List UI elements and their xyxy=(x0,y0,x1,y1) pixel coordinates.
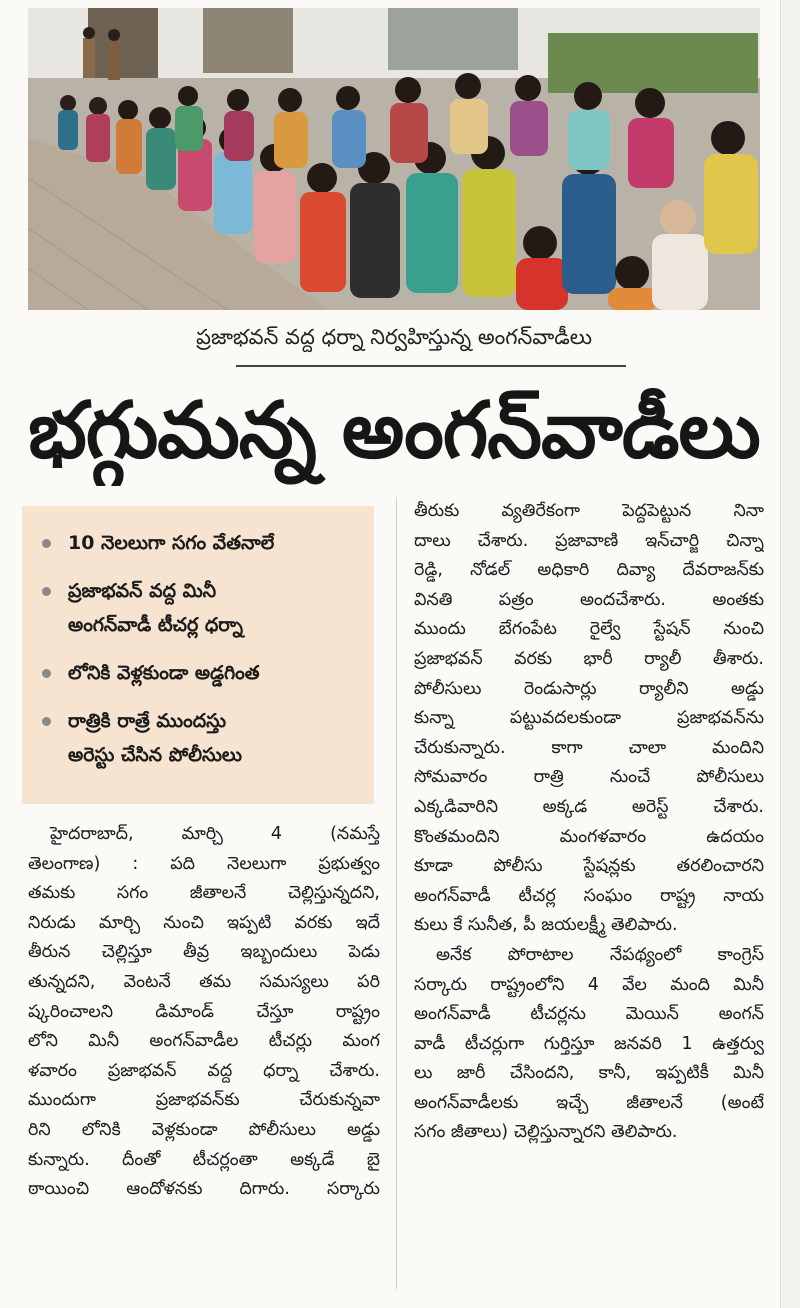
body-line: పోలీసులు రెండుసార్లు ర్యాలీని అడ్డు xyxy=(414,678,764,699)
body-line: తున్నదని, వెంటనే తమ సమస్యలు పరి xyxy=(28,971,380,992)
bullet-icon xyxy=(42,717,51,726)
body-line: ళవారం ప్రజాభవన్ వద్ద ధర్నా చేశారు. xyxy=(28,1060,380,1081)
body-line: లు జారీ చేసిందని, కానీ, ఇప్పటికీ మినీ xyxy=(414,1063,764,1084)
caption-divider xyxy=(236,365,626,367)
body-line: అంగన్‌వాడీ టీచర్ల సంఘం రాష్ట్ర నాయ xyxy=(414,885,764,906)
body-line: రెడ్డి, నోడల్ అధికారి దివ్యా దేవరాజన్‌కు xyxy=(414,560,764,581)
highlight-line: రాత్రికి రాత్రే ముందస్తు xyxy=(68,710,227,732)
body-line: ప్రజాభవన్ వరకు భారీ ర్యాలీ తీశారు. xyxy=(414,648,764,669)
bullet-icon xyxy=(42,669,51,678)
highlight-line: ప్రజాభవన్ వద్ద మినీ xyxy=(68,580,217,602)
body-line: సగం జీతాలు) చెల్లిస్తున్నారని తెలిపారు. xyxy=(414,1122,678,1143)
body-line: కున్నారు. దీంతో టీచర్లంతా అక్కడే బై xyxy=(28,1149,380,1170)
highlights-box xyxy=(22,506,374,804)
body-line: తెలంగాణ) : పది నెలలుగా ప్రభుత్వం xyxy=(28,853,380,874)
highlight-item xyxy=(42,574,364,642)
headline: భగ్గుమన్న అంగన్‌వాడీలు xyxy=(28,386,760,476)
body-line: అంగన్‌వాడీలకు ఇచ్చే జీతాలనే (అంటే xyxy=(414,1092,764,1113)
bullet-icon xyxy=(42,587,51,596)
body-line: దాలు చేశారు. ప్రజావాణి ఇన్‌చార్జి చిన్నా xyxy=(414,530,764,551)
body-line: తీరుకు వ్యతిరేకంగా పెద్దపెట్టున నినా xyxy=(414,501,764,521)
body-line: అనేక పోరాటాల నేపథ్యంలో కాంగ్రెస్ xyxy=(436,944,764,965)
body-line: వాడీ టీచర్లుగా గుర్తిస్తూ జనవరి 1 ఉత్తర్వు xyxy=(414,1033,764,1054)
body-line: ముందు బేగంపేట రైల్వే స్టేషన్ నుంచి xyxy=(414,619,764,640)
column-divider xyxy=(396,497,397,1289)
news-photo xyxy=(28,8,760,310)
body-line: సర్కారు రాష్ట్రంలోని 4 వేల మంది మినీ xyxy=(414,974,764,995)
body-line: ముందుగా ప్రజాభవన్‌కు చేరుకున్నవా xyxy=(28,1090,380,1111)
highlight-line: అంగన్‌వాడీ టీచర్ల ధర్నా xyxy=(68,614,243,636)
body-line: రిని లోనికి వెళ్లకుండా పోలీసులు అడ్డు xyxy=(28,1119,380,1140)
body-line: ఎక్కడివారిని అక్కడ అరెస్ట్ చేశారు. xyxy=(414,796,764,817)
body-line: తమకు సగం జీతాలనే చెల్లిస్తున్నదని, xyxy=(28,883,380,904)
highlight-item xyxy=(42,704,364,772)
body-line: ఠాయించి ఆందోళనకు దిగారు. సర్కారు xyxy=(28,1179,380,1200)
body-column-left xyxy=(28,820,380,1290)
body-line: కూడా పోలీసు స్టేషన్లకు తరలించారని xyxy=(414,856,764,877)
page-edge xyxy=(780,0,800,1308)
body-line: కులు కే సునీత, పీ జయలక్ష్మీ తెలిపారు. xyxy=(414,915,678,936)
body-line: కొంతమందిని మంగళవారం ఉదయం xyxy=(414,826,764,847)
photo-caption: ప్రజాభవన్ వద్ద ధర్నా నిర్వహిస్తున్న అంగన్‌వాడీలు xyxy=(196,325,592,349)
highlight-line: అరెస్టు చేసిన పోలీసులు xyxy=(68,744,242,766)
body-line: ష్కరించాలని డిమాండ్ చేస్తూ రాష్ట్రం xyxy=(28,1001,380,1022)
body-line: వినతి పత్రం అందచేశారు. అంతకు xyxy=(414,589,764,610)
highlight-item xyxy=(42,656,364,690)
bullet-icon xyxy=(42,539,51,548)
body-column-right xyxy=(414,497,764,1297)
body-line: హైదరాబాద్, మార్చి 4 (నమస్తే xyxy=(50,824,380,844)
highlight-item xyxy=(42,526,364,560)
body-line: చేరుకున్నారు. కాగా చాలా మందిని xyxy=(414,737,764,758)
body-line: తీరున చెల్లిస్తూ తీవ్ర ఇబ్బందులు పెడు xyxy=(28,942,380,963)
body-line: కున్నా పట్టువదలకుండా ప్రజాభవన్‌ను xyxy=(414,708,764,729)
highlight-line: లోనికి వెళ్లకుండా అడ్డగింత xyxy=(68,662,260,684)
body-line: సోమవారం రాత్రి నుంచే పోలీసులు xyxy=(414,767,764,788)
photo-of-protesters-seated-icon xyxy=(28,8,760,310)
body-line: అంగన్‌వాడీ టీచర్లను మెయిన్ అంగన్ xyxy=(414,1004,764,1025)
body-line: లోని మినీ అంగన్‌వాడీల టీచర్లు మంగ xyxy=(28,1031,380,1052)
highlight-line: 10 నెలలుగా సగం వేతనాలే xyxy=(68,532,275,554)
body-line: నిరుడు మార్చి నుంచి ఇప్పటి వరకు ఇదే xyxy=(28,912,380,933)
